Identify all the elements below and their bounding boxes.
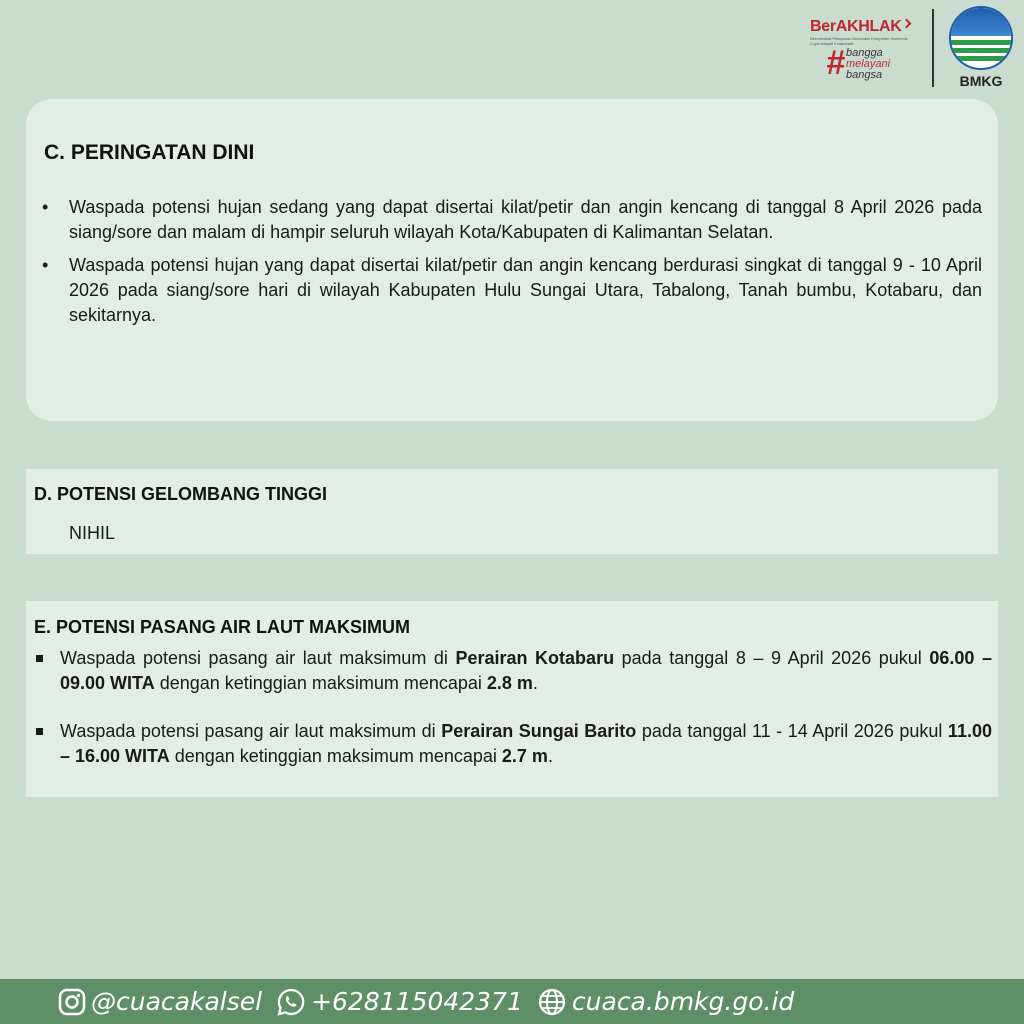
max-height: 2.8 m — [486, 673, 533, 693]
list-item: Waspada potensi pasang air laut maksimum di Perairan Sungai Barito pada tanggal 11 - 14 April 2026 pukul 11.00 – 16.00 WITA dengan ketinggian maksimum mencapai 2.7 m. — [34, 719, 992, 769]
list-item: Waspada potensi pasang air laut maksimum di Perairan Kotabaru pada tanggal 8 – 9 April 2026 pukul 06.00 – 09.00 WITA dengan ketinggian maksimum mencapai 2.8 m. — [34, 646, 992, 696]
time-range: 06.00 – 09.00 WITA — [60, 648, 992, 693]
whatsapp-icon — [276, 987, 306, 1017]
footer-contact-bar — [0, 979, 1024, 1024]
section-gelombang-tinggi — [26, 469, 998, 554]
section-pasang-air-laut — [26, 601, 998, 797]
footer-whatsapp[interactable] — [276, 987, 523, 1017]
globe-icon — [537, 987, 567, 1017]
website-url: cuaca.bmkg.go.id — [571, 987, 795, 1016]
instagram-icon — [58, 988, 86, 1016]
location: Perairan Sungai Barito — [441, 721, 637, 741]
section-d-title: D. POTENSI GELOMBANG TINGGI — [34, 484, 328, 504]
bmkg-logo — [948, 6, 1014, 90]
berakhlak-wordmark: BerAKHLAK — [810, 18, 910, 36]
logo-divider — [932, 9, 934, 87]
bmkg-label: BMKG — [959, 73, 1003, 89]
list-item: • Waspada potensi hujan yang dapat disertai kilat/petir dan angin kencang berdurasi singkat di tanggal 9 - 10 April 2026 pada siang/sore hari di wilayah Kabupaten Hulu Sungai Utara, Tabalong, Tanah bumbu, Kotabaru, dan sekitarnya. — [42, 253, 982, 328]
berakhlak-logo — [810, 8, 920, 88]
section-c-list — [42, 195, 982, 336]
berakhlak-tagline: Berorientasi Pelayanan Akuntabel Kompeten Harmonis Loyal Adaptif Kolaboratif — [810, 36, 908, 46]
footer-website[interactable] — [537, 987, 794, 1017]
section-peringatan-dini — [26, 99, 998, 421]
bangga-melayani-bangsa: bangga melayani bangsa — [846, 47, 891, 81]
instagram-handle: @cuacakalsel — [91, 987, 263, 1016]
max-height: 2.7 m — [501, 746, 548, 766]
hashtag-icon: # — [826, 44, 845, 82]
footer-instagram[interactable] — [58, 987, 262, 1016]
section-d-value: NIHIL — [69, 523, 116, 543]
bmkg-emblem-icon — [949, 6, 1013, 70]
section-e-list — [34, 646, 992, 792]
section-e-title: E. POTENSI PASANG AIR LAUT MAKSIMUM — [34, 617, 411, 637]
location: Perairan Kotabaru — [455, 648, 615, 668]
whatsapp-number: +628115042371 — [311, 987, 523, 1016]
header-logos — [810, 4, 1014, 92]
time-range: 11.00 – 16.00 WITA — [60, 721, 992, 766]
list-item: • Waspada potensi hujan sedang yang dapat disertai kilat/petir dan angin kencang di tanggal 8 April 2026 pada siang/sore dan malam di hampir seluruh wilayah Kota/Kabupaten di Kalimantan Selatan. — [42, 195, 982, 245]
section-c-title: C. PERINGATAN DINI — [44, 141, 255, 164]
